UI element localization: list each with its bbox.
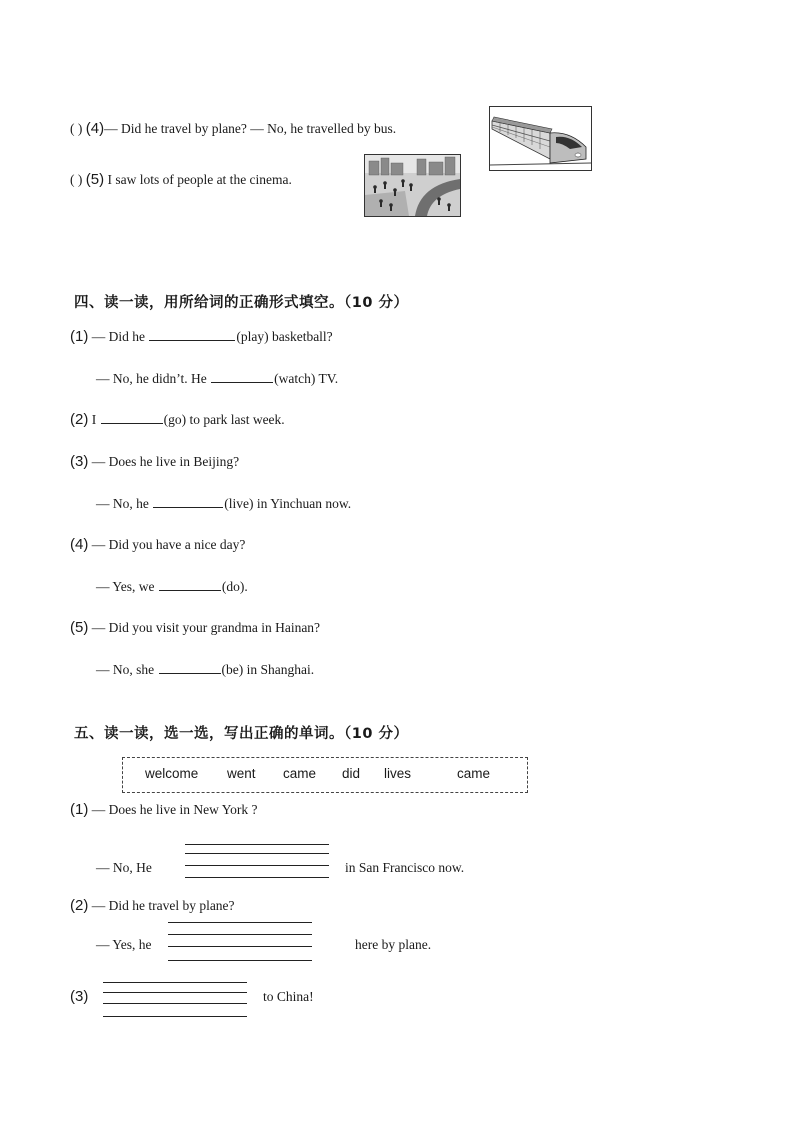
hint-word: (go) to park last week. [163,412,285,427]
question-number: (4) [85,120,105,137]
answer-text: — No, he [96,496,153,511]
s5-q2-answer-post: here by plane. [355,937,432,952]
hint-word: (live) in Yinchuan now. [224,496,352,511]
word-bank-item: welcome [145,766,199,781]
s4-q4-answer [96,578,248,595]
s4-q1-question [70,328,333,345]
writing-line[interactable] [168,922,312,923]
writing-line[interactable] [168,946,312,947]
question-text: — Did you have a nice day? [91,537,246,552]
s5-q2-answer-pre: — Yes, he [96,937,152,952]
writing-line[interactable] [185,853,329,854]
fill-blank[interactable] [149,328,235,341]
question-text: — Did he travel by plane? — No, he travelled by bus. [104,121,397,136]
question-number: (3) [70,453,89,470]
answer-text: — No, he didn’t. He [96,371,211,386]
hint-word: (be) in Shanghai. [221,662,315,677]
question-text: — Does he live in Beijing? [91,454,240,469]
fill-blank[interactable] [101,411,163,424]
question-text: — Did you visit your grandma in Hainan? [91,620,321,635]
train-picture [489,106,592,171]
fill-blank[interactable] [211,370,273,383]
question-number: (3) [70,988,89,1005]
question-number: (5) [85,171,105,188]
s4-q5-answer [96,661,314,678]
answer-text: — Yes, we [96,579,158,594]
s5-q1-answer-pre: — No, He [96,860,152,875]
word-bank-item: came [283,766,317,781]
question-text: I saw lots of people at the cinema. [107,172,292,187]
answer-parentheses[interactable]: ( ) [70,172,83,187]
writing-line[interactable] [185,844,329,845]
hint-word: (play) basketball? [236,329,333,344]
hint-word: (watch) TV. [274,371,339,386]
s4-q1-answer [96,370,338,387]
q4-row [70,120,396,137]
question-text: I [91,412,100,427]
writing-line[interactable] [103,982,247,983]
crowd-picture [364,154,461,217]
q5-row [70,171,292,188]
fill-blank[interactable] [159,578,221,591]
word-bank [122,757,528,793]
question-number: (2) [70,411,89,428]
s5-q2-question [70,897,235,914]
question-number: (1) [70,328,89,345]
s5-q3-post: to China! [263,989,314,1004]
word-bank-item: lives [384,766,412,781]
question-text: — Did he [91,329,149,344]
s4-q4-question [70,536,245,553]
writing-line[interactable] [103,992,247,993]
question-number: (5) [70,619,89,636]
word-bank-item: did [342,766,361,781]
question-number: (1) [70,801,89,818]
fill-blank[interactable] [159,661,221,674]
word-bank-item: came [457,766,491,781]
s4-q5-question [70,619,320,636]
question-number: (2) [70,897,89,914]
question-number: (4) [70,536,89,553]
s4-q3-answer [96,495,351,512]
answer-parentheses[interactable]: ( ) [70,121,83,136]
s5-q1-answer-post: in San Francisco now. [345,860,465,875]
answer-text: — No, she [96,662,158,677]
fill-blank[interactable] [153,495,223,508]
section-heading: 四、读一读，用所给词的正确形式填空。（10 分） [74,295,409,311]
s4-q2 [70,411,285,428]
question-text: — Does he live in New York ? [91,802,258,817]
question-text: — Did he travel by plane? [91,898,235,913]
section-heading: 五、读一读，选一选，写出正确的单词。（10 分） [74,726,409,742]
writing-line[interactable] [103,1003,247,1004]
s5-q1-question [70,801,257,818]
writing-line[interactable] [168,960,312,961]
s4-q3-question [70,453,239,470]
word-bank-item: went [227,766,256,781]
writing-line[interactable] [103,1016,247,1017]
writing-line[interactable] [168,934,312,935]
hint-word: (do). [221,579,248,594]
writing-line[interactable] [185,865,329,866]
writing-line[interactable] [185,877,329,878]
